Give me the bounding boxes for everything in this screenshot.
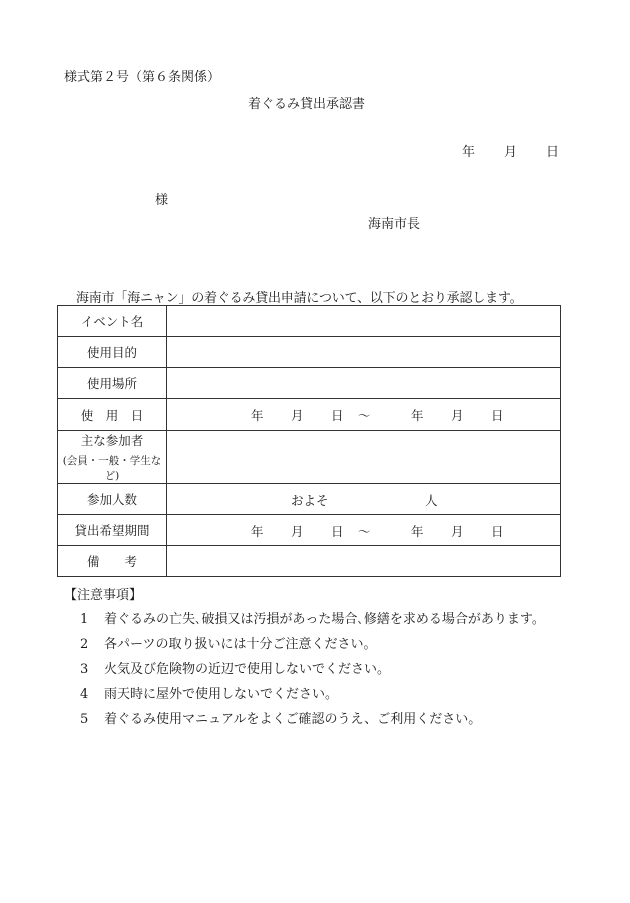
to-year: 年 — [411, 524, 424, 539]
to-month: 月 — [451, 524, 464, 539]
note-text: 火気及び危険物の近辺で使用しないでください。 — [104, 662, 391, 677]
date-month-label: 月 — [504, 145, 518, 160]
note-number: 3 — [80, 662, 89, 677]
table-row — [58, 546, 561, 577]
note-number: 5 — [80, 712, 89, 727]
to-day: 日 — [491, 408, 504, 423]
use-date-field — [167, 399, 561, 431]
count-label: 参加人数 — [58, 484, 167, 515]
from-month: 月 — [291, 524, 304, 539]
note-item — [80, 608, 545, 627]
note-number: 1 — [80, 612, 89, 627]
note-text: 着ぐるみ使用マニュアルをよくご確認のうえ、ご利用ください。 — [104, 712, 482, 727]
date-year-label: 年 — [462, 145, 476, 160]
remarks-field — [167, 546, 561, 577]
table-row — [58, 399, 561, 431]
loan-period-field — [167, 515, 561, 546]
approval-table — [57, 305, 561, 577]
place-field — [167, 368, 561, 399]
note-number: 2 — [80, 637, 89, 652]
purpose-label: 使用目的 — [58, 337, 167, 368]
count-about: およそ — [291, 493, 329, 508]
document-title: 着ぐるみ貸出承認書 — [248, 97, 366, 112]
table-row — [58, 431, 561, 484]
range-tilde: ～ — [358, 524, 371, 539]
addressee-suffix: 様 — [155, 193, 169, 208]
issuer-name: 海南市長 — [368, 217, 421, 232]
table-row — [58, 306, 561, 337]
event-name-label: イベント名 — [58, 306, 167, 337]
issue-date — [462, 141, 559, 160]
table-row — [58, 368, 561, 399]
from-year: 年 — [251, 524, 264, 539]
note-text: 雨天時に屋外で使用しないでください。 — [104, 687, 339, 702]
use-date-label: 使 用 日 — [58, 399, 167, 431]
table-row — [58, 337, 561, 368]
event-name-field — [167, 306, 561, 337]
intro-text: 海南市「海ニャン」の着ぐるみ貸出申請について、以下のとおり承認します。 — [76, 291, 523, 306]
from-year: 年 — [251, 408, 264, 423]
from-day: 日 — [331, 524, 344, 539]
to-month: 月 — [451, 408, 464, 423]
table-row — [58, 515, 561, 546]
date-day-label: 日 — [546, 145, 560, 160]
participants-label — [58, 431, 167, 484]
note-text: 各パーツの取り扱いには十分ご注意ください。 — [104, 637, 377, 652]
range-tilde: ～ — [358, 408, 371, 423]
to-year: 年 — [411, 408, 424, 423]
note-text: 着ぐるみの亡失､破損又は汚損があった場合､修繕を求める場合があります。 — [104, 612, 545, 627]
form-number: 様式第２号（第６条関係） — [64, 70, 221, 85]
participants-field — [167, 431, 561, 484]
count-unit: 人 — [425, 493, 438, 508]
notes-heading: 【注意事項】 — [64, 588, 143, 603]
from-day: 日 — [331, 408, 344, 423]
note-item — [80, 708, 481, 727]
place-label: 使用場所 — [58, 368, 167, 399]
note-item — [80, 633, 376, 652]
note-number: 4 — [80, 687, 89, 702]
participants-note: (会員・一般・学生など) — [62, 455, 162, 482]
count-field — [167, 484, 561, 515]
note-item — [80, 658, 390, 677]
loan-period-label: 貸出希望期間 — [58, 515, 167, 546]
to-day: 日 — [491, 524, 504, 539]
table-row — [58, 484, 561, 515]
purpose-field — [167, 337, 561, 368]
remarks-label: 備 考 — [58, 546, 167, 577]
from-month: 月 — [291, 408, 304, 423]
participants-title: 主な参加者 — [80, 433, 144, 448]
note-item — [80, 683, 338, 702]
